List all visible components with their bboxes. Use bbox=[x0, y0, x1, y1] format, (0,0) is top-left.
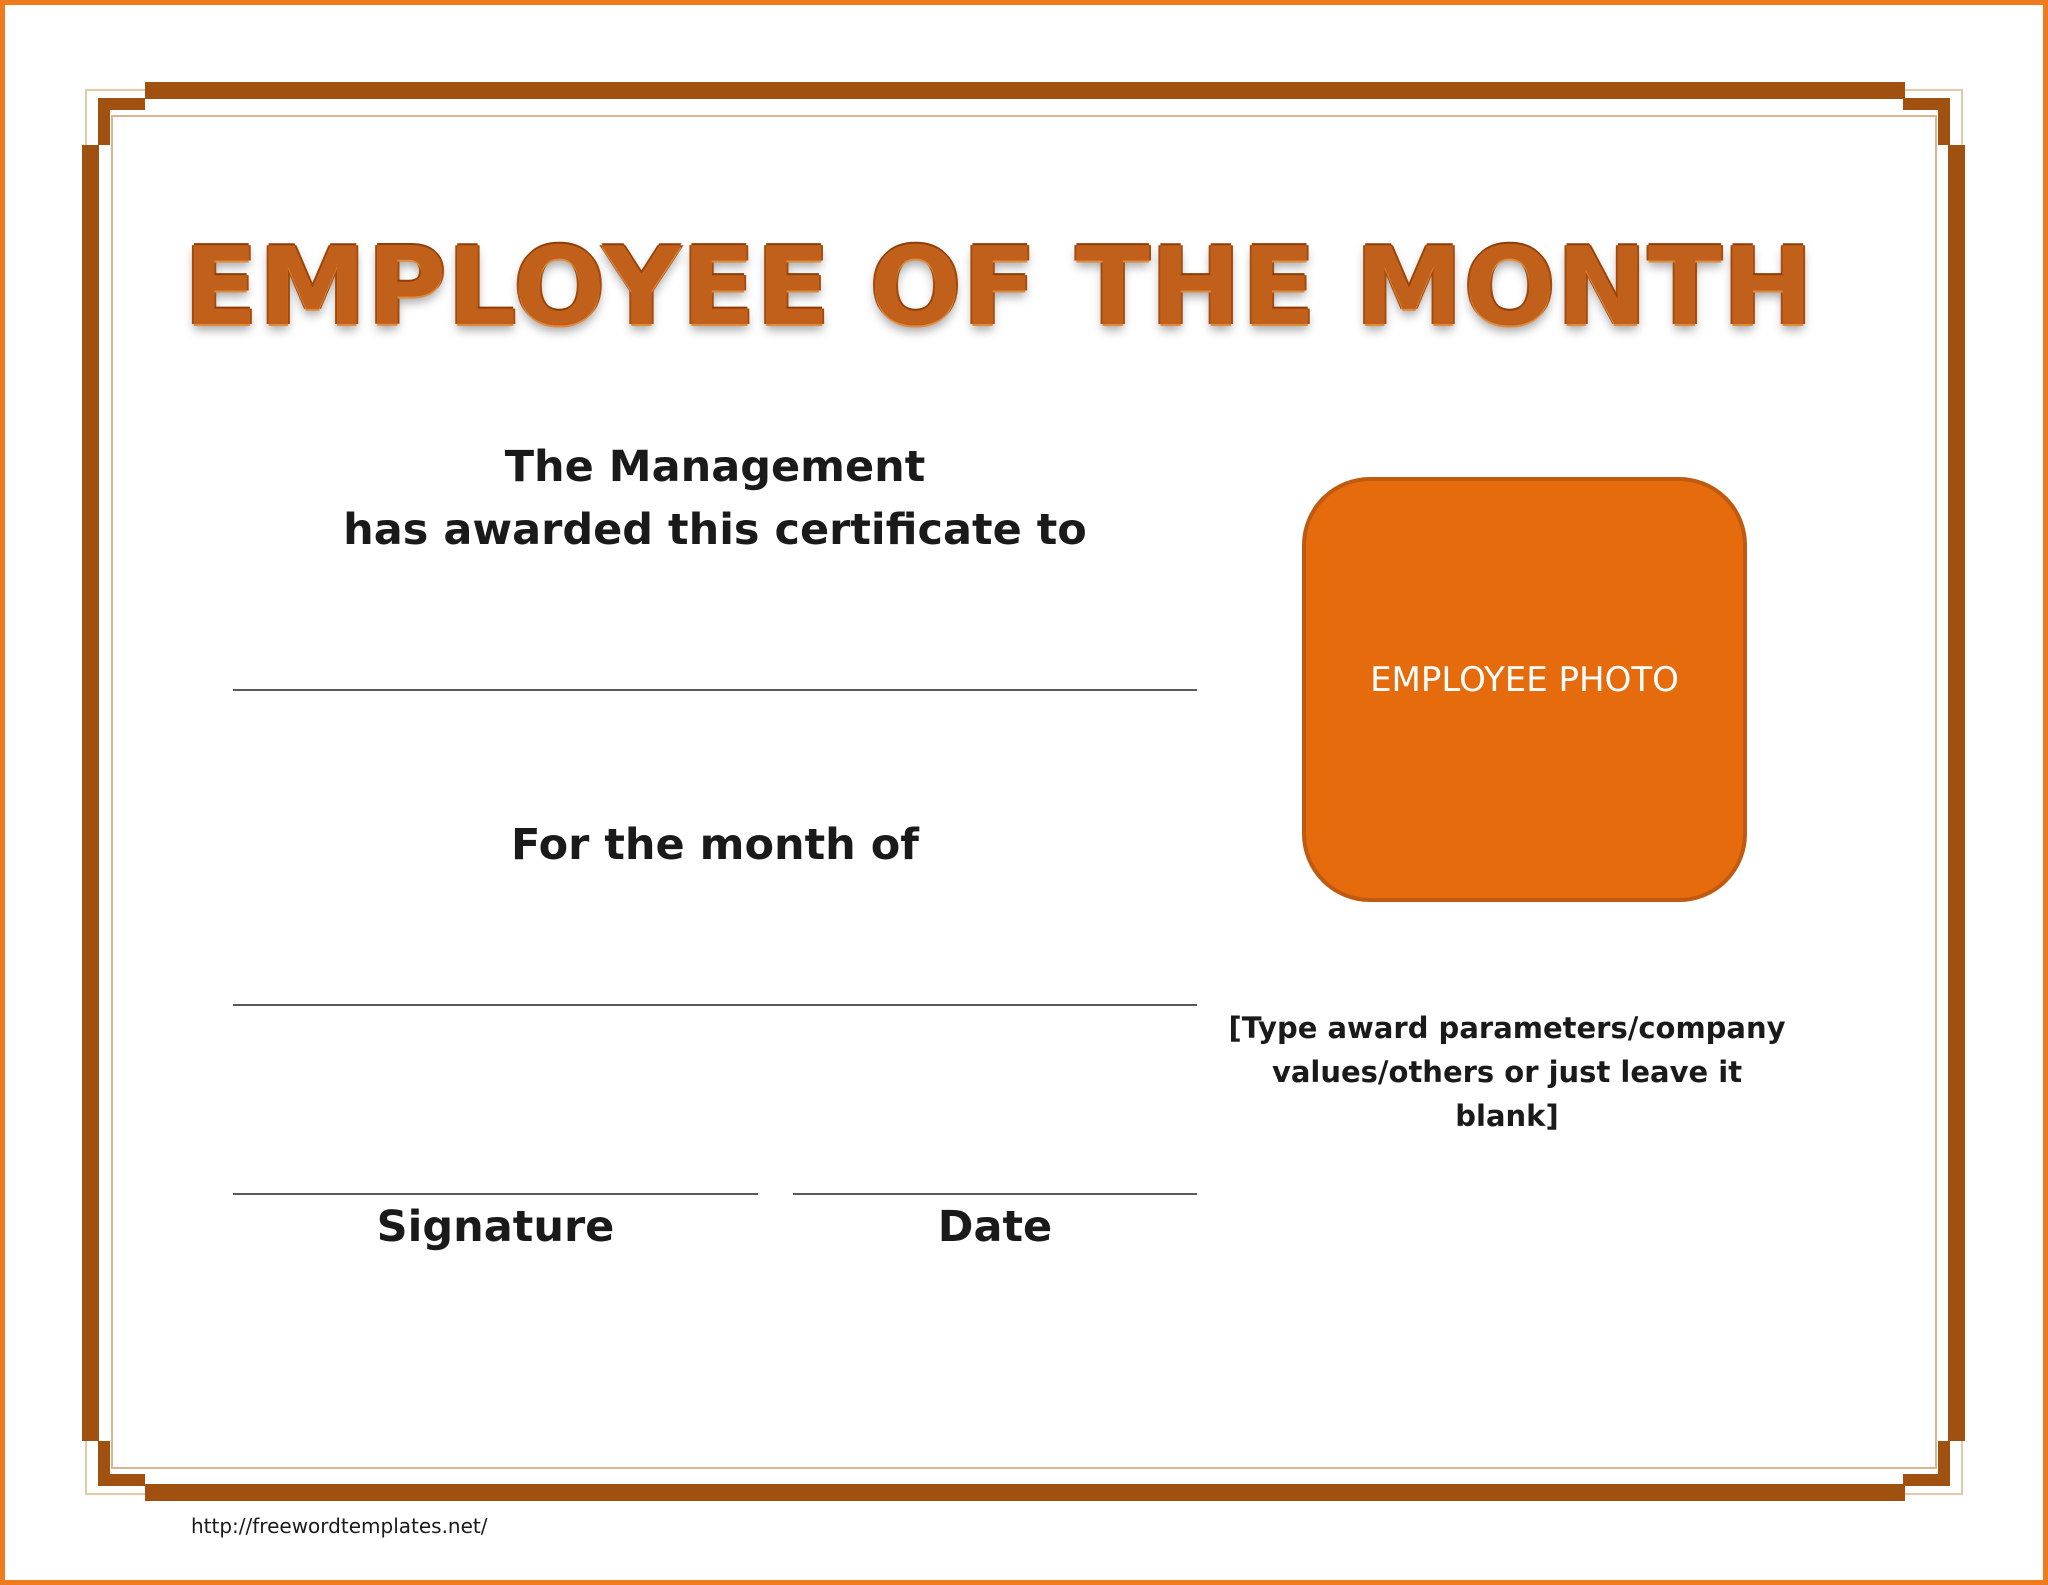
month-label: For the month of bbox=[511, 820, 919, 870]
management-heading: The Management bbox=[504, 442, 926, 492]
signature-label: Signature bbox=[376, 1202, 615, 1252]
awarded-heading: has awarded this certificate to bbox=[343, 505, 1087, 555]
recipient-name-line[interactable] bbox=[233, 689, 1197, 691]
params-line-2: values/others or just leave it blank] bbox=[1271, 1055, 1743, 1133]
signature-line[interactable] bbox=[233, 1193, 758, 1195]
footer-url: http://freewordtemplates.net/ bbox=[191, 1514, 488, 1538]
params-line-1: [Type award parameters/company bbox=[1228, 1011, 1786, 1045]
award-parameters-text[interactable] bbox=[1222, 1006, 1792, 1138]
date-label: Date bbox=[937, 1202, 1053, 1252]
certificate-title: EMPLOYEE OF THE MONTH bbox=[183, 225, 1815, 350]
employee-photo-label: EMPLOYEE PHOTO bbox=[1370, 659, 1679, 700]
month-line[interactable] bbox=[233, 1004, 1197, 1006]
date-line[interactable] bbox=[793, 1193, 1197, 1195]
employee-photo-placeholder[interactable] bbox=[1302, 477, 1747, 902]
